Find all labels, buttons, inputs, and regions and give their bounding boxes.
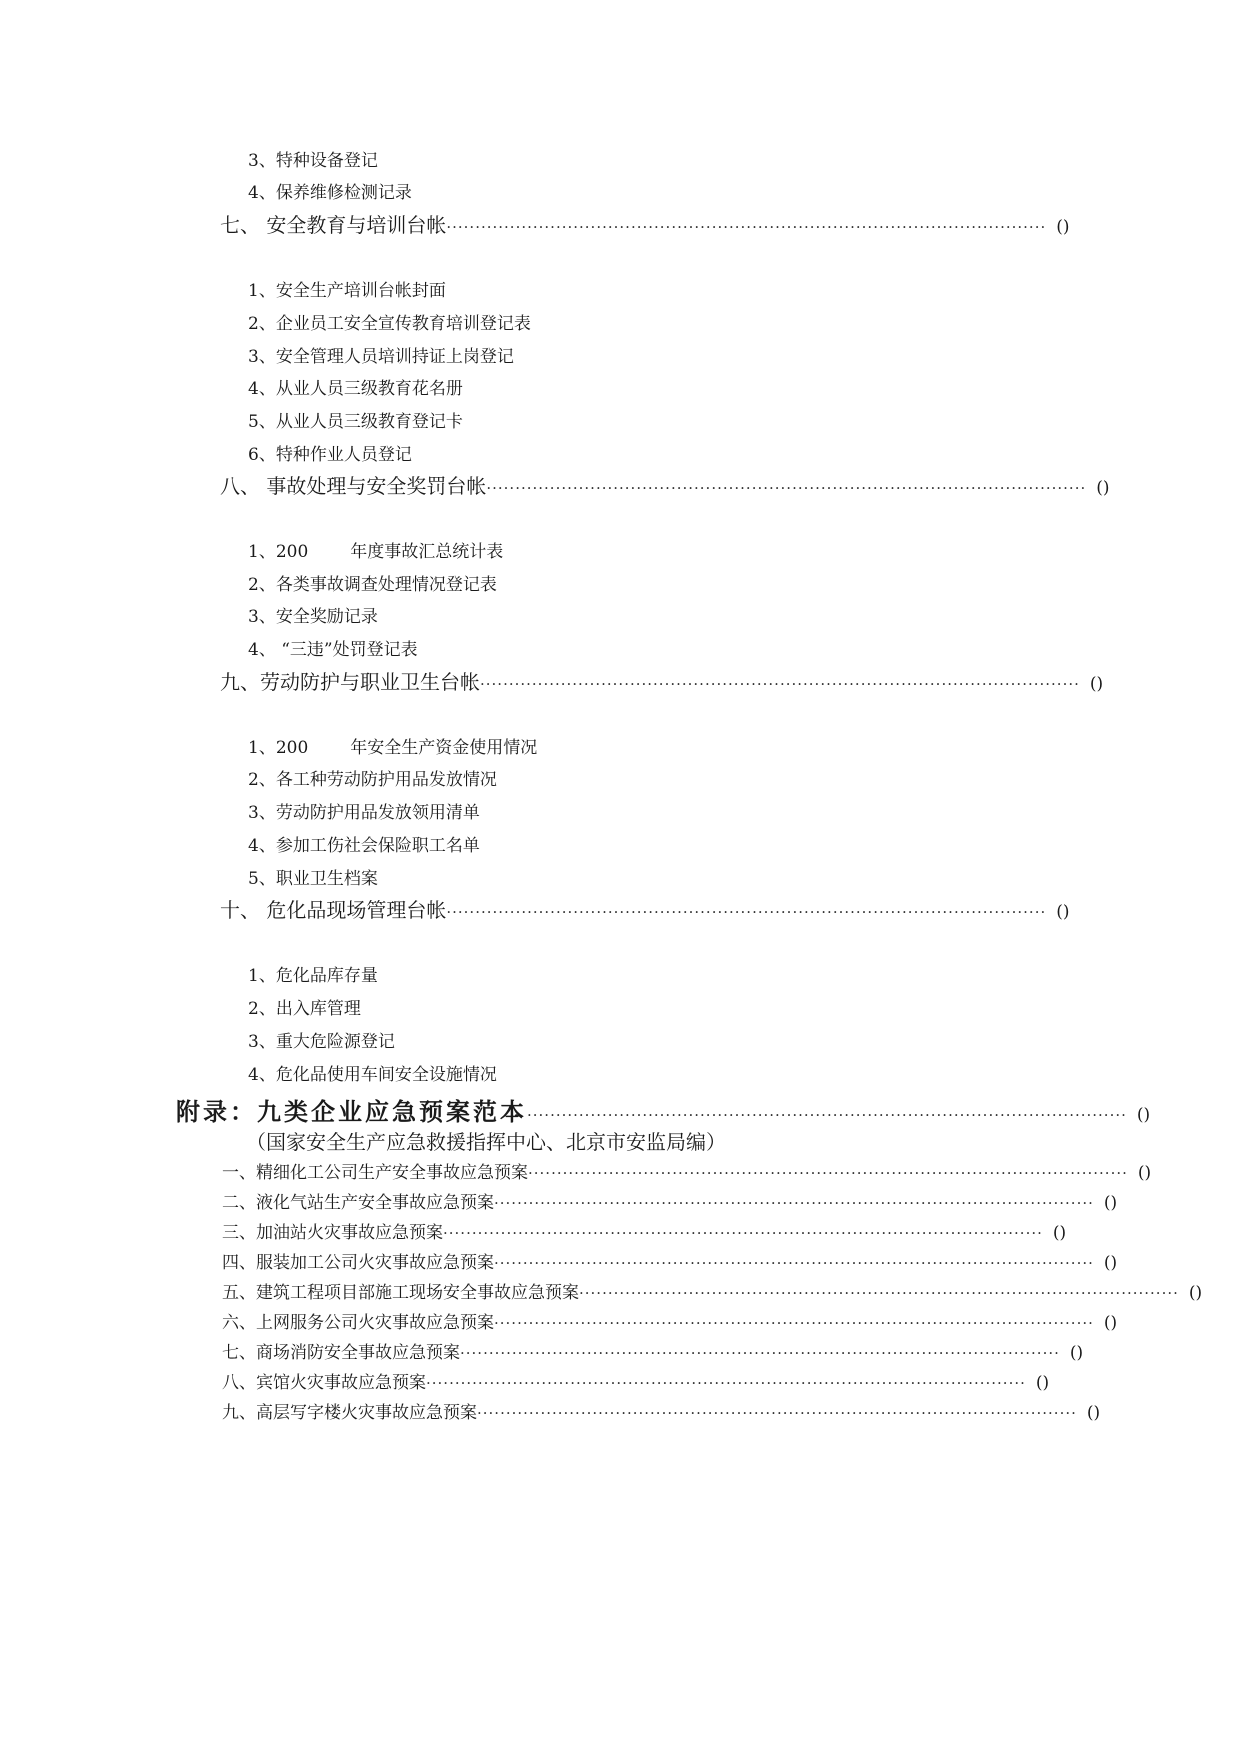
- toc-subitem: 1、安全生产培训台帐封面: [248, 281, 446, 301]
- toc-page-ref: (): [1035, 1373, 1050, 1393]
- toc-leader-dots: ········································································································: [426, 1374, 1026, 1392]
- toc-section-title: 八、 事故处理与安全奖罚台帐: [220, 474, 487, 498]
- toc-page-ref: (): [1103, 1313, 1118, 1333]
- toc-page-ref: (): [1103, 1193, 1118, 1213]
- toc-subitem: 5、从业人员三级教育登记卡: [248, 412, 463, 432]
- toc-subitem: 6、特种作业人员登记: [248, 445, 412, 465]
- toc-leader-dots: ········································································································: [494, 1314, 1094, 1332]
- toc-section-heading: [220, 894, 1070, 923]
- toc-leader-dots: ········································································································: [579, 1284, 1179, 1302]
- toc-section-title: 七、 安全教育与培训台帐: [220, 213, 447, 237]
- toc-subitem: 4、从业人员三级教育花名册: [248, 379, 463, 399]
- toc-section-heading: [220, 209, 1070, 238]
- toc-subitem: 4、危化品使用车间安全设施情况: [248, 1065, 497, 1085]
- toc-section-heading: [220, 470, 1110, 499]
- toc-subitem: 2、各工种劳动防护用品发放情况: [248, 770, 497, 790]
- toc-leader-dots: ········································································································: [486, 479, 1087, 497]
- toc-subitem: 2、各类事故调查处理情况登记表: [248, 575, 497, 595]
- appendix-plan-entry: [222, 1278, 1203, 1303]
- toc-page-ref: (): [1069, 1343, 1084, 1363]
- plan-label: 五、建筑工程项目部施工现场安全事故应急预案: [222, 1283, 579, 1303]
- appendix-plan-entry: [222, 1188, 1118, 1213]
- plan-label: 七、商场消防安全事故应急预案: [222, 1343, 460, 1363]
- toc-leader-dots: ········································································································: [494, 1254, 1094, 1272]
- appendix-plan-entry: [222, 1308, 1118, 1333]
- plan-label: 三、加油站火灾事故应急预案: [222, 1223, 443, 1243]
- toc-page-ref: (): [1089, 674, 1104, 694]
- appendix-title: 附录：九类企业应急预案范本: [176, 1097, 527, 1126]
- toc-subitem: 4、 “三违”处罚登记表: [248, 640, 418, 660]
- plan-label: 六、上网服务公司火灾事故应急预案: [222, 1313, 494, 1333]
- plan-label: 八、宾馆火灾事故应急预案: [222, 1373, 426, 1393]
- toc-page-ref: (): [1056, 902, 1070, 922]
- toc-subitem: 2、出入库管理: [248, 999, 361, 1019]
- toc-leader-dots: ········································································································: [443, 1224, 1043, 1242]
- toc-leader-dots: ········································································································: [446, 218, 1047, 236]
- plan-label: 四、服装加工公司火灾事故应急预案: [222, 1253, 494, 1273]
- toc-subitem: 3、安全奖励记录: [248, 607, 378, 627]
- toc-subitem: 2、企业员工安全宣传教育培训登记表: [248, 314, 531, 334]
- toc-subitem: 1、危化品库存量: [248, 966, 378, 986]
- appendix-plan-entry: [222, 1158, 1152, 1183]
- toc-page-ref: (): [1136, 1105, 1151, 1125]
- toc-page-ref: (): [1096, 478, 1110, 498]
- toc-subitem: 3、重大危险源登记: [248, 1032, 395, 1052]
- toc-page-ref: (): [1086, 1403, 1101, 1423]
- toc-leader-dots: ········································································································: [480, 675, 1080, 693]
- plan-label: 一、精细化工公司生产安全事故应急预案: [222, 1163, 528, 1183]
- toc-subitem: 5、职业卫生档案: [248, 869, 378, 889]
- toc-page-ref: (): [1137, 1163, 1152, 1183]
- plan-label: 二、液化气站生产安全事故应急预案: [222, 1193, 494, 1213]
- toc-page-ref: (): [1056, 217, 1070, 237]
- toc-subitem: 3、劳动防护用品发放领用清单: [248, 803, 480, 823]
- appendix-plan-entry: [222, 1368, 1050, 1393]
- toc-leader-dots: ········································································································: [446, 903, 1047, 921]
- toc-leader-dots: ········································································································: [494, 1194, 1094, 1212]
- appendix-plan-entry: [222, 1218, 1067, 1243]
- appendix-heading: [176, 1092, 1151, 1127]
- toc-subitem: 1、200 年安全生产资金使用情况: [248, 738, 538, 758]
- toc-subitem: 1、200 年度事故汇总统计表: [248, 542, 504, 562]
- toc-section-title: 九、劳动防护与职业卫生台帐: [220, 670, 480, 694]
- toc-subitem: 3、安全管理人员培训持证上岗登记: [248, 347, 514, 367]
- appendix-plan-entry: [222, 1338, 1084, 1363]
- appendix-plan-entry: [222, 1248, 1118, 1273]
- toc-leader-dots: ········································································································: [477, 1404, 1077, 1422]
- toc-section-heading: [220, 666, 1104, 695]
- toc-subitem: 4、参加工伤社会保险职工名单: [248, 836, 480, 856]
- toc-subitem: 4、保养维修检测记录: [248, 183, 412, 203]
- toc-subitem: 3、特种设备登记: [248, 151, 378, 171]
- appendix-plan-entry: [222, 1398, 1101, 1423]
- toc-page-ref: (): [1188, 1283, 1203, 1303]
- toc-leader-dots: ········································································································: [460, 1344, 1060, 1362]
- plan-label: 九、高层写字楼火灾事故应急预案: [222, 1403, 477, 1423]
- appendix-note: （国家安全生产应急救援指挥中心、北京市安监局编）: [246, 1130, 726, 1154]
- toc-leader-dots: ········································································································: [527, 1106, 1127, 1124]
- toc-section-title: 十、 危化品现场管理台帐: [220, 898, 447, 922]
- toc-page-ref: (): [1052, 1223, 1067, 1243]
- toc-page-ref: (): [1103, 1253, 1118, 1273]
- toc-leader-dots: ········································································································: [528, 1164, 1128, 1182]
